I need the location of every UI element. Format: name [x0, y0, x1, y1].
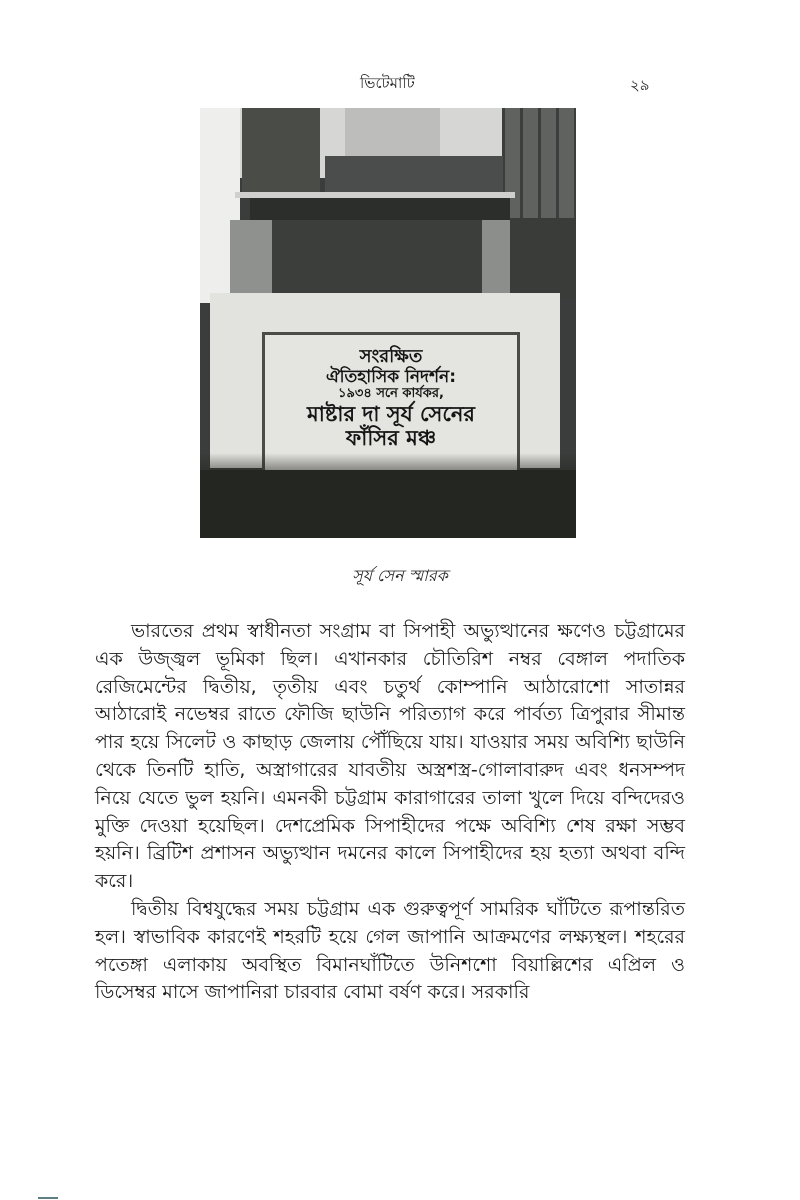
photo-building [345, 108, 440, 156]
running-title: ভিটেমাটি [360, 74, 415, 92]
photo-fence [325, 156, 503, 194]
memorial-photo [200, 108, 576, 538]
photo-gallows-beam [250, 198, 510, 220]
photo-tree [242, 108, 320, 198]
figure-caption: সূর্য সেন স্মারক [352, 566, 448, 585]
scan-artifact [38, 1197, 58, 1199]
plaque-line: সংরক্ষিত [359, 346, 423, 367]
plaque-line: ফাঁসির মঞ্চ [345, 426, 437, 451]
paragraph: দ্বিতীয় বিশ্বযুদ্ধের সময় চট্টগ্রাম এক গুরুত্বপূর্ণ সামরিক ঘাঁটিতে রূপান্তরিত হল। স্বাভাবিক কারণেই শহরটি হয়ে গেল জাপানি আক্রমণের লক্ষ্যস্থল। শহরের পতেঙ্গা এলাকায় অবস্থিত বিমানঘাঁটিতে উনিশশো বিয়াল্লিশের এপ্রিল ও ডিসেম্বর মাসে জাপানিরা চারবার বোমা বর্ষণ করে। সরকারি [95, 897, 685, 1004]
photo-grass-foreground [200, 470, 576, 538]
photo-pedestal [230, 220, 530, 295]
running-head [0, 72, 800, 96]
page-number: ২৯ [630, 76, 650, 94]
plaque-line: ১৯৩৪ সনে কার্যকর, [338, 386, 444, 402]
plaque-line: মাষ্টার দা সূর্য সেনের [307, 402, 475, 427]
photo-grass [510, 218, 576, 298]
paragraph: ভারতের প্রথম স্বাধীনতা সংগ্রাম বা সিপাহী অভ্যুত্থানের ক্ষণেও চট্টগ্রামের এক উজ্জ্বল ভূমিকা ছিল। এখানকার চৌতিরিশ নম্বর বেঙ্গাল পদাতিক রেজিমেন্টের দ্বিতীয়, তৃতীয় এবং চতুর্থ কোম্পানি আঠারোশো সাতান্নর আঠারোই নভেম্বর রাতে ফৌজি ছাউনি পরিত্যাগ করে পার্বত্য ত্রিপুরার সীমান্ত পার হয়ে সিলেট ও কাছাড় জেলায় পৌঁছিয়ে যায়। যাওয়ার সময় অবিশ্যি ছাউনি থেকে তিনটি হাতি, অস্ত্রাগারের যাবতীয় অস্ত্রশস্ত্র-গোলাবারুদ এবং ধনসম্পদ নিয়ে যেতে ভুল হয়নি। এমনকী চট্টগ্রাম কারাগারের তালা খুলে দিয়ে বন্দিদেরও মুক্তি দেওয়া হয়েছিল। দেশপ্রেমিক সিপাহীদের পক্ষে অবিশ্যি শেষ রক্ষা সম্ভব হয়নি। ব্রিটিশ প্রশাসন অভ্যুত্থান দমনের কালে সিপাহীদের হয় হত্যা অথবা বন্দি করে। [95, 620, 685, 893]
plaque-line: ঐতিহাসিক নিদর্শন: [326, 366, 456, 387]
photo-building-right [502, 108, 576, 218]
body-text [95, 618, 685, 1007]
